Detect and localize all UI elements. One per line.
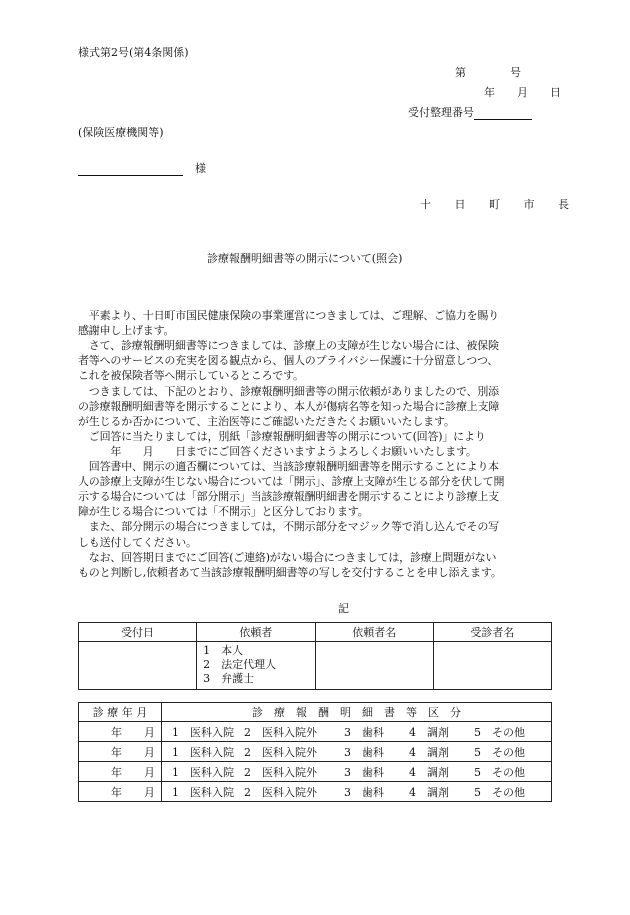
form-id: 様式第2号(第4条関係) — [78, 46, 189, 59]
header-requester-name: 依頼者名 — [315, 623, 433, 642]
body-line: 回答書中、開示の適否欄については、当該診療報酬明細書等を開示することにより本 — [78, 460, 499, 473]
date-label: 年 月 日 — [484, 86, 561, 99]
request-table — [78, 622, 552, 690]
body-line: 示する場合については「部分開示」当該診療報酬明細書を開示することにより診療上支 — [78, 490, 499, 504]
header-receipt-date: 受付日 — [79, 623, 197, 642]
category-option: 4 調剤 — [409, 745, 449, 759]
document-number-label: 第 号 — [455, 66, 521, 79]
body-line: また、部分開示の場合につきましては，不開示部分をマジック等で消し込んでその写 — [78, 520, 499, 534]
recipient-line — [78, 160, 206, 176]
body-line: 平素より、十日町市国民健康保険の事業運営につきましては、ご理解、ご協力を賜り — [78, 309, 499, 322]
header-requester: 依頼者 — [197, 623, 316, 642]
category-option: 2 医科入院外 — [244, 785, 317, 799]
document-title: 診療報酬明細書等の開示について(照会) — [207, 252, 403, 265]
row-categories — [162, 722, 552, 742]
category-option: 4 調剤 — [409, 725, 449, 739]
row-month: 年 月 — [79, 782, 162, 802]
requester-option-self: 1 本人 — [203, 644, 244, 657]
sender: 十 日 町 市 長 — [420, 198, 579, 211]
row-categories — [162, 782, 552, 802]
recipient-suffix: 様 — [195, 162, 206, 175]
row-month: 年 月 — [79, 742, 162, 762]
recipient-name-blank — [78, 162, 183, 176]
body-line: 年 月 日までにご回答くださいますようよろしくお願いいたします。 — [78, 444, 477, 458]
category-option: 4 調剤 — [409, 785, 449, 799]
category-option: 4 調剤 — [409, 765, 449, 779]
table-row — [79, 742, 552, 762]
category-option: 1 医科入院 — [172, 785, 234, 799]
category-option: 5 その他 — [474, 765, 525, 779]
category-option: 3 歯科 — [344, 765, 384, 779]
row-categories — [162, 742, 552, 762]
table-row — [79, 782, 552, 802]
ki-label: 記 — [338, 602, 349, 615]
body-line: ものと判断し,依頼者あて当該診療報酬明細書等の写しを交付することを申し添えます。 — [78, 565, 502, 579]
body-line: つきましては、下記のとおり、診療報酬明細書等の開示依頼がありましたので、別添 — [78, 384, 499, 398]
body-line: しも送付してください。 — [78, 535, 197, 549]
body-line: なお、回答期日までにご回答(ご連絡)がない場合につきましては，診療上問題がない — [78, 550, 497, 564]
table-row — [79, 762, 552, 782]
receipt-number-label: 受付整理番号 — [408, 106, 474, 119]
body-line: 人の診療上支障が生じない場合については「開示」、診療上支障が生じる部分を伏して開 — [78, 475, 505, 489]
header-patient-name: 受診者名 — [433, 623, 551, 642]
cell-patient-name — [433, 642, 551, 690]
category-option: 2 医科入院外 — [244, 765, 317, 779]
category-option: 2 医科入院外 — [244, 745, 317, 759]
body-line: 障が生じる場合については「不開示」と区分しております。 — [78, 505, 369, 519]
row-month: 年 月 — [79, 762, 162, 782]
category-option: 1 医科入院 — [172, 765, 234, 779]
recipient-org: (保険医療機関等) — [78, 126, 164, 139]
category-option: 1 医科入院 — [172, 745, 234, 759]
requester-option-agent: 2 法定代理人 — [203, 658, 277, 671]
receipt-number — [408, 104, 532, 120]
category-option: 5 その他 — [474, 785, 525, 799]
row-categories — [162, 762, 552, 782]
category-option: 2 医科入院外 — [244, 725, 317, 739]
receipt-number-blank — [474, 106, 532, 120]
category-option: 3 歯科 — [344, 785, 384, 799]
cell-requester-options — [197, 642, 316, 690]
table-row — [79, 722, 552, 742]
header-statement-category: 診 療 報 酬 明 細 書 等 区 分 — [162, 703, 552, 722]
category-option: 5 その他 — [474, 745, 525, 759]
category-option: 1 医科入院 — [172, 725, 234, 739]
body-line: の診療報酬明細書等を開示することにより、本人が傷病名等を知った場合に診療上支障 — [78, 399, 500, 413]
header-treatment-month: 診 療 年 月 — [79, 703, 162, 722]
body-line: これを被保険者等へ開示しているところです。 — [78, 369, 304, 383]
category-option: 3 歯科 — [344, 725, 384, 739]
cell-receipt-date — [79, 642, 197, 690]
body-line: 感謝申し上げます。 — [78, 324, 175, 338]
statement-table — [78, 702, 552, 802]
category-option: 3 歯科 — [344, 745, 384, 759]
body-line: が生じるか否かについて、主治医等にご確認いただきたくお願いいたします。 — [78, 414, 455, 428]
body-line: ご回答に当たりましては，別紙「診療報酬明細書等の開示について(回答)」により — [78, 429, 486, 443]
body-line: 者等へのサービスの充実を図る観点から、個人のプライバシー保護に十分留意しつつ、 — [78, 354, 499, 368]
category-option: 5 その他 — [474, 725, 525, 739]
requester-option-lawyer: 3 弁護士 — [203, 672, 255, 685]
body-line: さて、診療報酬明細書等につきましては、診療上の支障が生じない場合には、被保険 — [78, 339, 499, 353]
cell-requester-name — [315, 642, 433, 690]
row-month: 年 月 — [79, 722, 162, 742]
